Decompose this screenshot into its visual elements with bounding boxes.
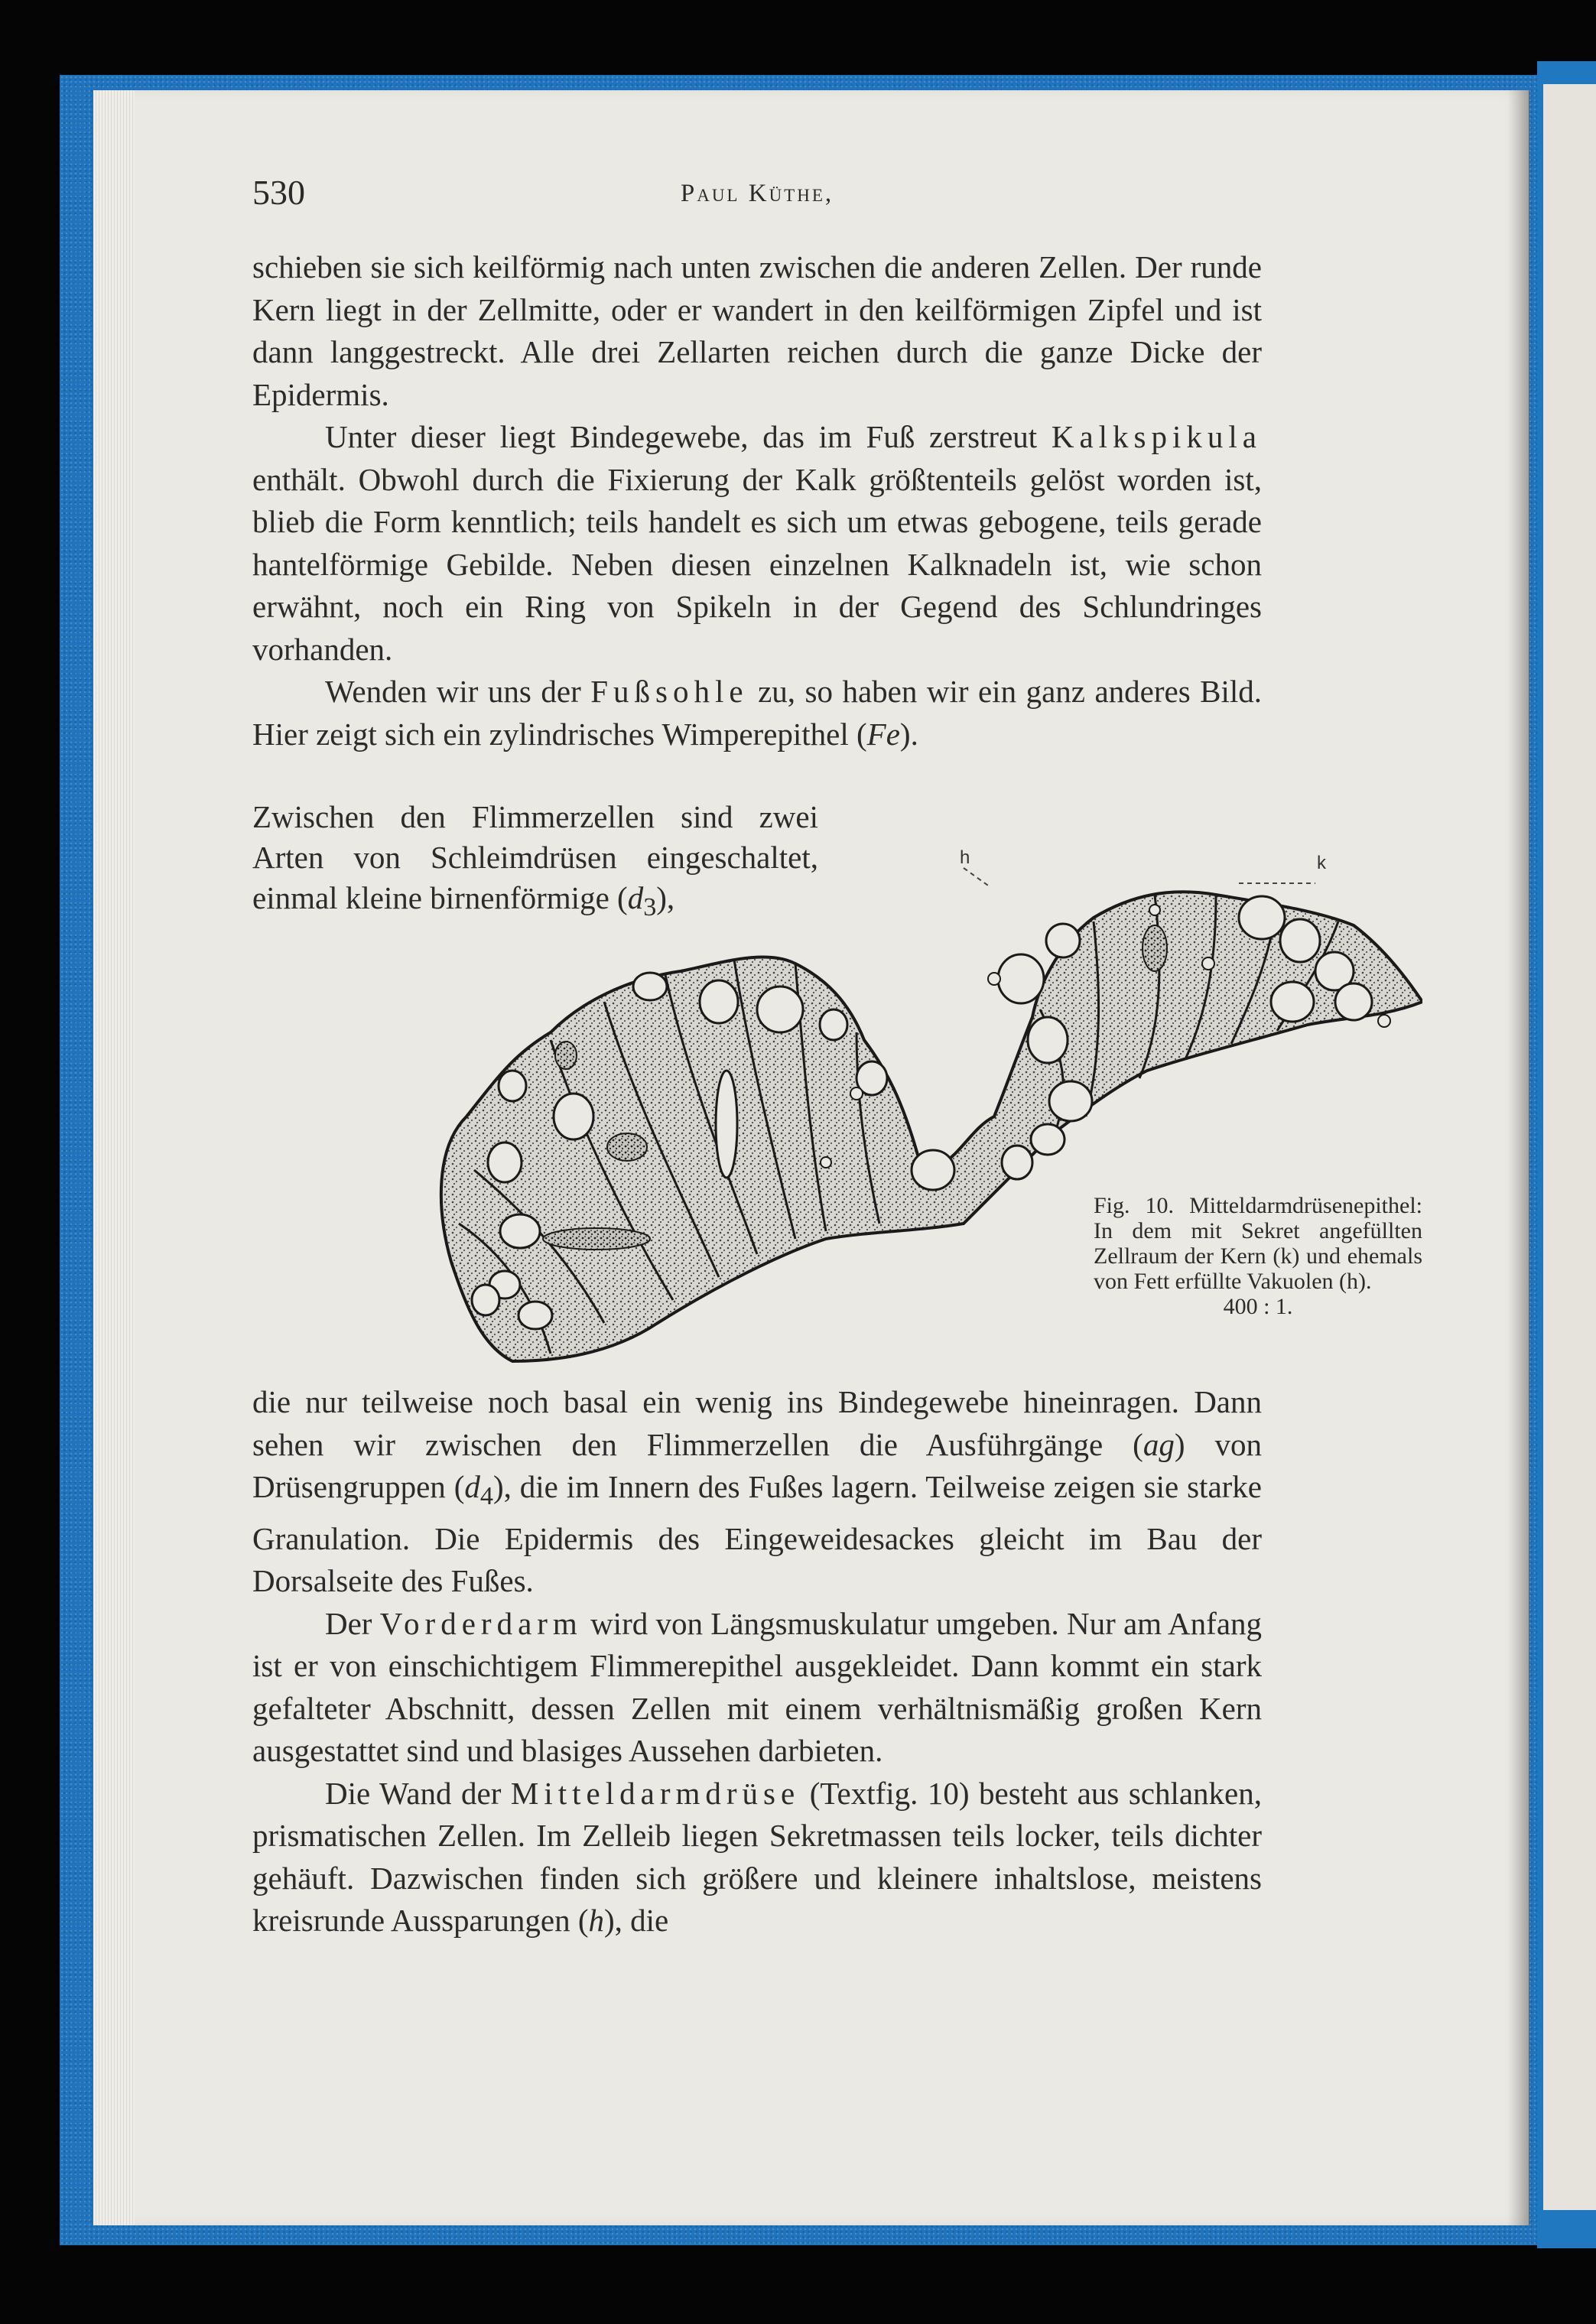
paragraph-1: schieben sie sich keilförmig nach unten zwischen die anderen Zellen. Der runde Kern liegt in der Zellmitte, oder er wandert in den keilförmigen Zipfel und ist dann langgestreckt. Alle drei Zellarten reichen durch die ganze Dicke der Epidermis. — [252, 249, 1262, 412]
page-gutter-shadow — [1507, 90, 1529, 2225]
spaced-term: Fußsohle — [590, 674, 749, 709]
page-header — [252, 172, 1262, 218]
spaced-term: Vorderdarm — [379, 1605, 583, 1641]
figure-caption: Fig. 10. Mitteldarmdrüsenepithel: In dem mit Sekret angefüllten Zellraum der Kern (k) und ehemals von Fett erfüllte Vakuolen (h). 400 : 1. — [1094, 1193, 1422, 1319]
running-head-author: Paul Küthe, — [680, 180, 834, 207]
page-number: 530 — [252, 173, 305, 212]
page-stack-edge — [93, 90, 141, 2225]
wrapped-text-beside-figure: Zwischen den Flimmerzellen sind zwei Arten von Schleimdrüsen eingeschaltet, einmal kleine birnenförmige $(d_3)$, — [252, 799, 818, 922]
spaced-term: Mitteldarmdrüse — [510, 1775, 801, 1811]
paragraph-3: Wenden wir uns der Fußsohle zu, so haben wir ein ganz anderes Bild. Hier zeigt sich ein zylindrisches Wimperepithel (Fe). — [252, 674, 1263, 752]
paragraph-6: Die Wand der Mitteldarmdrüse (Textfig. 10) besteht aus schlanken, prismatischen Zellen. Im Zelleib liegen Sekretmassen teils locker, teils dichter gehäuft. Dazwischen finden sich größere und kleinere inhaltslose, meistens kreisrunde Aussparungen (h), die — [252, 1775, 1263, 1939]
body-text-bottom — [252, 1381, 1262, 1942]
spaced-term: Kalkspikula — [1051, 419, 1262, 454]
figure-label-k: k — [1317, 853, 1326, 873]
figure-label-h: h — [960, 847, 970, 868]
body-text-top — [252, 246, 1262, 756]
adjacent-page — [1543, 84, 1596, 2210]
paragraph-5: Der Vorderdarm wird von Längsmuskulatur umgeben. Nur am Anfang ist er von einschichtigem Flimmerepithel ausgekleidet. Dann kommt ein stark gefalteter Abschnitt, dessen Zellen mit einem verhältnismäßig großen Kern ausgestattet sind und blasiges Aussehen darbieten. — [252, 1605, 1263, 1769]
figure-scale: 400 : 1. — [1223, 1294, 1293, 1319]
paragraph-2: Unter dieser liegt Bindegewebe, das im Fuß zerstreut Kalkspikula enthält. Obwohl durch die Fixierung der Kalk größtenteils gelöst worden ist, blieb die Form kenntlich; teils handelt es sich um etwas gebogene, teils gerade hantelförmige Gebilde. Neben diesen einzelnen Kalknadeln ist, wie schon erwähnt, noch ein Ring von Spikeln in der Gegend des Schlundringes vorhanden. — [252, 419, 1262, 667]
paragraph-4: die nur teilweise noch basal ein wenig ins Bindegewebe hineinragen. Dann sehen wir zwischen den Flimmerzellen die Ausführgänge (ag) von Drüsengruppen $(d_4)$, die im Innern des Fußes lagern. Teilweise zeigen sie starke Granulation. Die Epidermis des Eingeweidesackes gleicht im Bau der Dorsalseite des Fußes. — [252, 1384, 1263, 1599]
